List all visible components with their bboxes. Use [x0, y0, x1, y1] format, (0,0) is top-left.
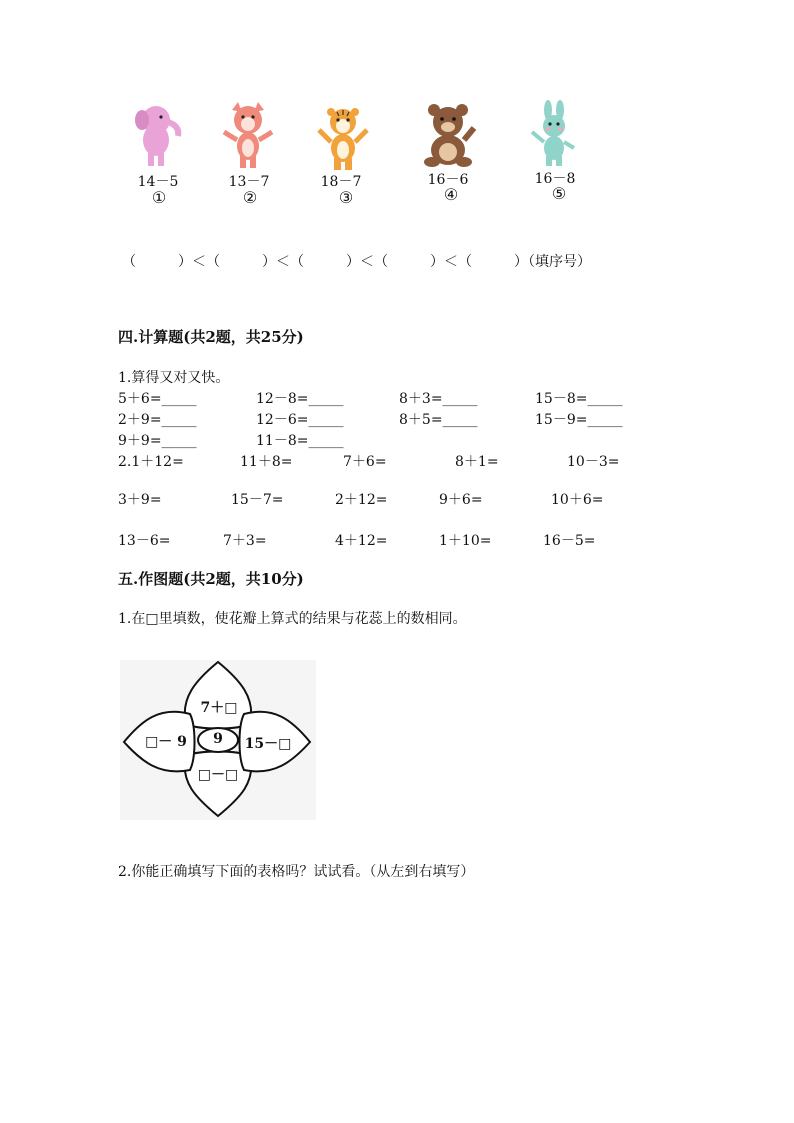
order-answer-line: （ ）＜（ ）＜（ ）＜（ ）＜（ ）（填序号） [122, 254, 591, 270]
animal-expression: 13－7 [228, 174, 270, 190]
question-text: 1.在□里填数，使花瓣上算式的结果与花蕊上的数相同。 [118, 611, 467, 627]
flower-diagram [120, 660, 316, 820]
calc-item: 8＋1= [455, 454, 499, 470]
calc-item: 8＋3=_____ [399, 391, 478, 407]
calc-item: 2.1＋12= [118, 454, 184, 470]
section-four-title: 四.计算题(共2题，共25分) [118, 328, 304, 346]
calc-item: 1＋10= [439, 533, 492, 549]
petal-bottom: □－□ [197, 767, 239, 783]
petal-top: 7＋□ [200, 700, 238, 716]
question-title: 1.算得又对又快。 [118, 370, 230, 386]
calc-item: 4＋12= [335, 533, 388, 549]
petal-left: □－ 9 [145, 734, 187, 750]
calc-item: 2＋12= [335, 492, 388, 508]
animal-number: ① [151, 188, 167, 207]
rabbit-icon [524, 100, 584, 170]
calc-item: 13－6= [118, 533, 171, 549]
elephant-icon [126, 100, 186, 170]
animal-expression: 16－6 [427, 172, 469, 188]
calc-item: 7＋3= [223, 533, 267, 549]
bear-icon [418, 100, 478, 170]
animal-number: ⑤ [551, 184, 567, 203]
petal-right: 15－□ [244, 736, 292, 752]
calc-item: 2＋9=_____ [118, 412, 197, 428]
calc-item: 10－3= [567, 454, 620, 470]
calc-item: 11＋8= [240, 454, 293, 470]
tiger-icon [313, 104, 373, 174]
calc-item: 9＋9=_____ [118, 433, 197, 449]
animal-number: ④ [443, 185, 459, 204]
calc-item: 15－8=_____ [535, 391, 623, 407]
animal-expression: 16－8 [534, 171, 576, 187]
animal-expression: 14－5 [137, 174, 179, 190]
calc-item: 16－5= [543, 533, 596, 549]
section-five-title: 五.作图题(共2题，共10分) [118, 570, 304, 588]
calc-item: 10＋6= [551, 492, 604, 508]
calc-item: 12－8=_____ [256, 391, 344, 407]
animal-number: ③ [338, 188, 354, 207]
calc-item: 9＋6= [439, 492, 483, 508]
cat-icon [218, 100, 278, 170]
calc-item: 8＋5=_____ [399, 412, 478, 428]
calc-item: 3＋9= [118, 492, 162, 508]
animal-expression: 18－7 [320, 174, 362, 190]
animal-number: ② [242, 188, 258, 207]
calc-item: 15－7= [231, 492, 284, 508]
calc-item: 11－8=_____ [256, 433, 344, 449]
question-text: 2.你能正确填写下面的表格吗？试试看。（从左到右填写） [118, 864, 475, 880]
flower-center: 9 [213, 731, 223, 747]
calc-item: 5＋6=_____ [118, 391, 197, 407]
calc-item: 15－9=_____ [535, 412, 623, 428]
calc-item: 12－6=_____ [256, 412, 344, 428]
calc-item: 7＋6= [343, 454, 387, 470]
